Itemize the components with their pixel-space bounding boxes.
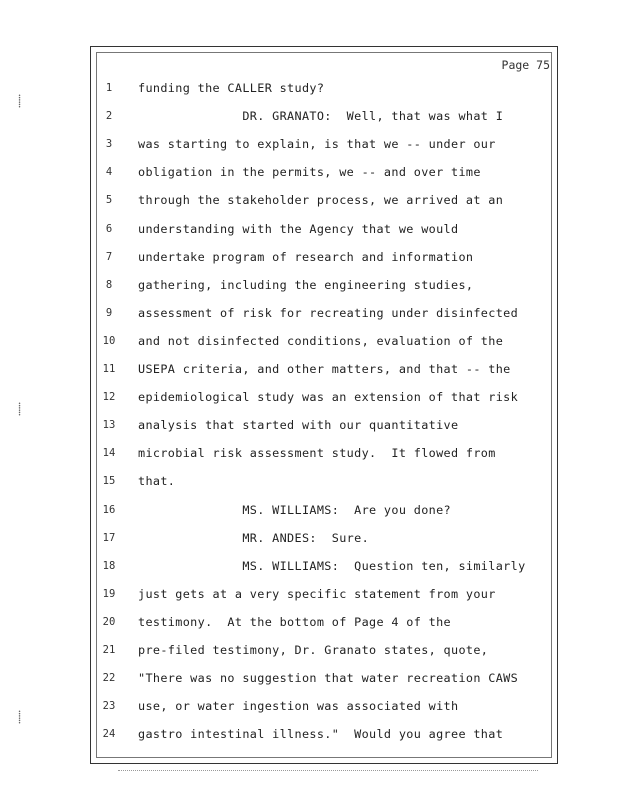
line-number: 16 xyxy=(102,503,116,516)
line-number: 4 xyxy=(105,166,113,179)
line-text: understanding with the Agency that we would xyxy=(138,221,459,236)
page-number: Page 75 xyxy=(501,58,550,72)
line-text: DR. GRANATO: Well, that was what I xyxy=(138,109,504,124)
line-text: funding the CALLER study? xyxy=(138,81,325,95)
transcript-line xyxy=(0,670,618,690)
transcript-line xyxy=(0,192,618,212)
line-text: testimony. At the bottom of Page 4 of the xyxy=(138,614,451,629)
line-text: that. xyxy=(138,474,176,489)
line-text: USEPA criteria, and other matters, and that -- the xyxy=(138,362,511,376)
line-number: 21 xyxy=(102,644,116,656)
transcript-line xyxy=(0,249,618,269)
transcript-line xyxy=(0,614,618,634)
transcript-line xyxy=(0,164,618,184)
line-text: assessment of risk for recreating under disinfected xyxy=(138,305,519,320)
transcript-line xyxy=(0,361,618,381)
transcript-line xyxy=(0,108,618,128)
line-number: 20 xyxy=(102,615,116,628)
margin-mark: ⸽ xyxy=(18,94,22,108)
transcript-line xyxy=(0,305,618,325)
line-number: 14 xyxy=(102,447,116,460)
line-text: analysis that started with our quantitative xyxy=(138,418,459,433)
transcript-line xyxy=(0,530,618,550)
line-number: 2 xyxy=(105,110,113,123)
margin-mark: ⸽ xyxy=(18,710,22,724)
transcript-line xyxy=(0,333,618,353)
transcript-line xyxy=(0,642,618,662)
line-number: 24 xyxy=(102,728,116,741)
transcript-line xyxy=(0,502,618,522)
transcript-line xyxy=(0,698,618,718)
line-text: MS. WILLIAMS: Are you done? xyxy=(138,502,451,517)
line-number: 10 xyxy=(102,334,116,347)
transcript-line xyxy=(0,389,618,409)
line-text: microbial risk assessment study. It flowed from xyxy=(138,446,496,461)
line-text: gathering, including the engineering studies, xyxy=(138,277,474,292)
scan-artifact xyxy=(118,770,538,773)
line-number: 9 xyxy=(105,306,113,319)
line-number: 8 xyxy=(105,278,113,291)
line-text: epidemiological study was an extension of that risk xyxy=(138,390,519,405)
transcript-line xyxy=(0,277,618,297)
transcript-line xyxy=(0,136,618,156)
line-number: 17 xyxy=(102,531,116,544)
line-text: through the stakeholder process, we arrived at an xyxy=(138,193,504,208)
transcript-line xyxy=(0,473,618,493)
line-number: 3 xyxy=(105,138,113,151)
line-text: gastro intestinal illness." Would you agree that xyxy=(138,727,504,742)
line-number: 13 xyxy=(102,419,116,432)
line-text: undertake program of research and information xyxy=(138,249,474,264)
line-text: and not disinfected conditions, evaluation of the xyxy=(138,333,504,348)
transcript-line xyxy=(0,417,618,437)
line-text: MS. WILLIAMS: Question ten, similarly xyxy=(138,558,526,573)
transcript-line xyxy=(0,586,618,606)
margin-mark: ⸽ xyxy=(18,402,22,416)
line-text: obligation in the permits, we -- and over time xyxy=(138,165,481,180)
line-number: 1 xyxy=(105,82,113,94)
line-text: "There was no suggestion that water recreation CAWS xyxy=(138,671,519,686)
line-text: use, or water ingestion was associated with xyxy=(138,699,459,714)
line-text: MR. ANDES: Sure. xyxy=(138,530,370,545)
line-text: just gets at a very specific statement from your xyxy=(138,586,496,601)
line-number: 15 xyxy=(102,475,116,488)
line-number: 18 xyxy=(102,559,116,572)
line-number: 22 xyxy=(102,672,116,685)
transcript-line xyxy=(0,221,618,241)
line-number: 6 xyxy=(105,222,113,235)
transcript-line xyxy=(0,80,618,100)
line-number: 19 xyxy=(102,587,116,600)
transcript-line xyxy=(0,445,618,465)
line-text: pre-filed testimony, Dr. Granato states, quote, xyxy=(138,643,489,657)
transcript-line xyxy=(0,726,618,746)
line-number: 23 xyxy=(102,700,116,713)
line-number: 5 xyxy=(105,194,113,207)
line-number: 11 xyxy=(102,363,116,375)
line-text: was starting to explain, is that we -- under our xyxy=(138,137,496,152)
line-number: 12 xyxy=(102,391,116,404)
line-number: 7 xyxy=(105,250,113,263)
transcript-line xyxy=(0,558,618,578)
